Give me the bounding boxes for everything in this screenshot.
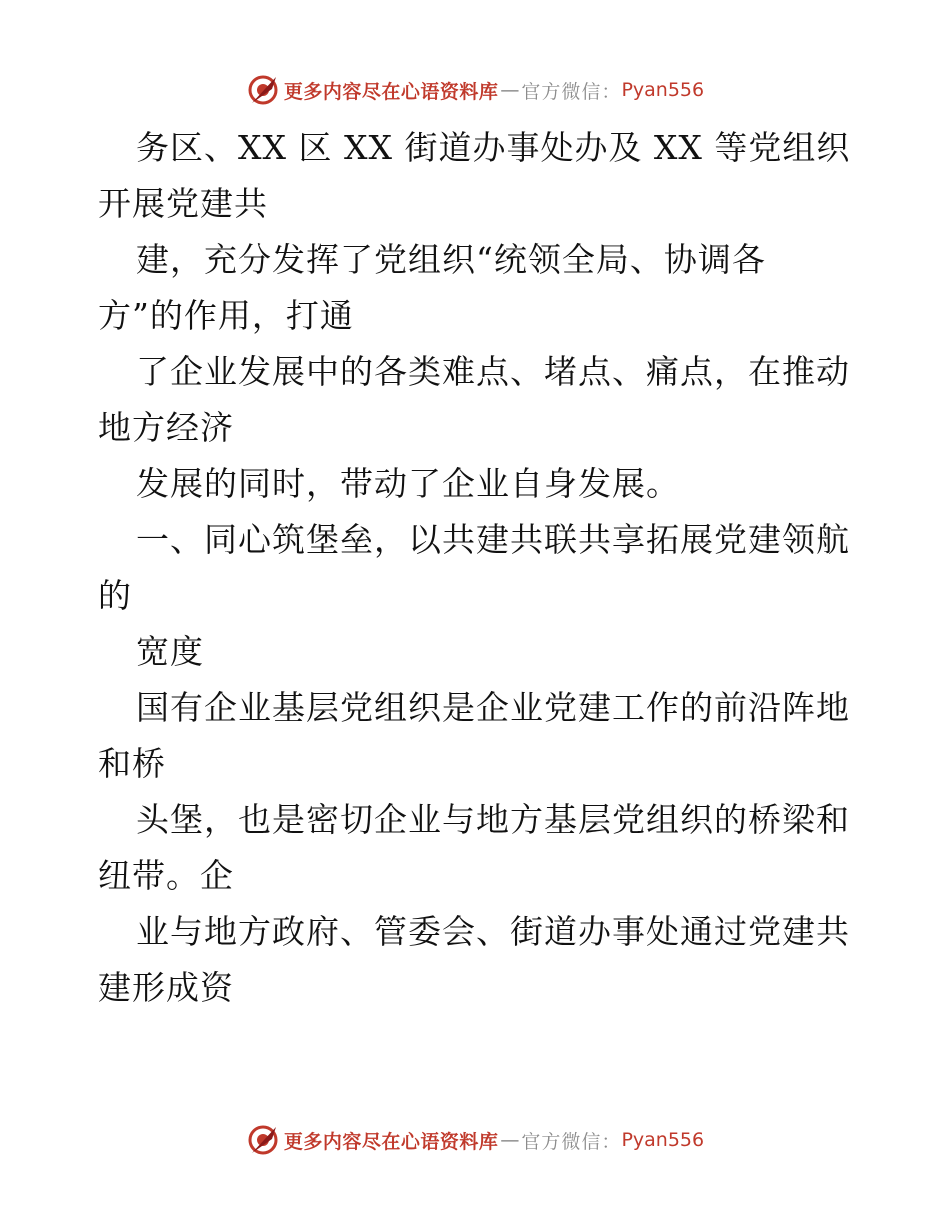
body-line: 方”的作用，打通 [98, 296, 354, 335]
body-line: 国有企业基层党组织是企业党建工作的前沿阵地 [136, 688, 850, 727]
body-line: 和桥 [98, 744, 166, 783]
banner-brand-text: 更多内容尽在心语资料库 [283, 1130, 499, 1153]
body-line: 纽带。企 [98, 856, 234, 895]
body-line: 建形成资 [98, 968, 234, 1007]
body-line: 头堡，也是密切企业与地方基层党组织的桥梁和 [136, 800, 850, 839]
body-line: 业与地方政府、管委会、街道办事处通过党建共 [136, 912, 850, 951]
body-line: 务区、XX 区 XX 街道办事处办及 XX 等党组织 [136, 128, 851, 167]
quill-logo-icon [246, 1123, 280, 1157]
quill-logo-icon [246, 73, 280, 107]
header-banner [0, 70, 950, 110]
section-heading: 一、同心筑堡垒，以共建共联共享拓展党建领航 [136, 520, 850, 559]
banner-label: 官方微信： [521, 1130, 622, 1153]
document-body [98, 120, 858, 1016]
section-heading-cont: 宽度 [136, 632, 204, 671]
banner-separator: — [500, 79, 520, 101]
body-line: 建，充分发挥了党组织“统领全局、协调各 [136, 240, 766, 279]
body-line: 了企业发展中的各类难点、堵点、痛点，在推动 [136, 352, 850, 391]
banner-separator: — [500, 1129, 520, 1151]
body-line: 开展党建共 [98, 184, 268, 223]
body-line: 发展的同时，带动了企业自身发展。 [136, 464, 680, 503]
footer-banner [0, 1120, 950, 1160]
section-heading-cont: 的 [98, 576, 132, 615]
body-line: 地方经济 [98, 408, 234, 447]
banner-brand-text: 更多内容尽在心语资料库 [283, 80, 499, 103]
banner-wechat-id: Pyan556 [621, 79, 705, 101]
banner-label: 官方微信： [521, 80, 622, 103]
banner-wechat-id: Pyan556 [621, 1129, 705, 1151]
